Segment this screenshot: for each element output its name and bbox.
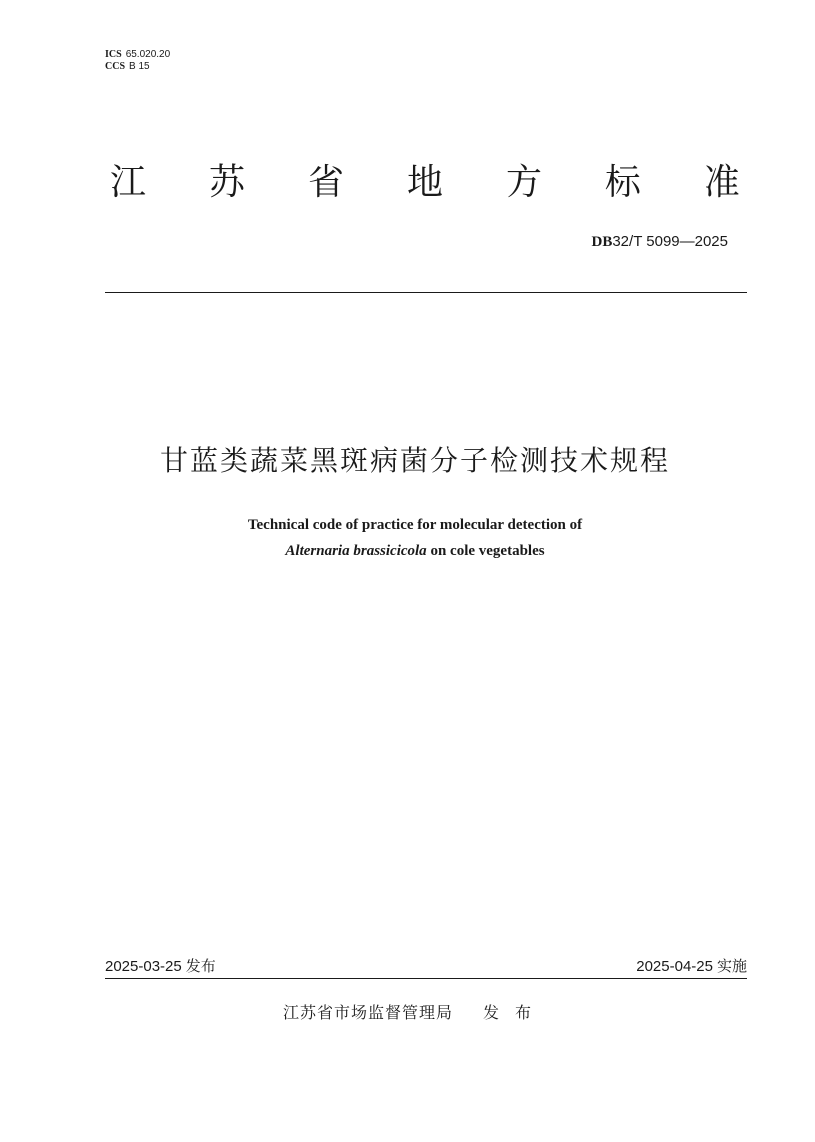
standard-type-char: 省 (307, 162, 344, 203)
header-divider (105, 292, 747, 293)
issue-date (105, 956, 216, 977)
standard-number (592, 232, 729, 251)
classification-codes (105, 49, 170, 73)
standard-number-prefix: DB (591, 234, 613, 250)
standard-type-char: 苏 (208, 162, 245, 203)
standard-type-char: 方 (505, 162, 542, 203)
ics-label: ICS (105, 49, 122, 60)
title-english-line1: Technical code of practice for molecular detection of (247, 517, 583, 533)
ccs-value: B 15 (129, 61, 150, 72)
issuer (283, 1001, 547, 1025)
implementation-date (636, 956, 747, 977)
title-english (105, 512, 725, 564)
standard-type-char: 地 (406, 162, 443, 203)
title-chinese: 甘蓝类蔬菜黑斑病菌分子检测技术规程 (159, 444, 670, 477)
ics-value: 65.020.20 (125, 49, 171, 60)
issuer-action: 发布 (483, 1003, 548, 1022)
issuer-name: 江苏省市场监督管理局 (283, 1003, 454, 1022)
title-english-species: Alternaria brassicicola (285, 543, 427, 559)
ccs-label: CCS (105, 61, 126, 72)
implementation-date-value: 2025-04-25 (636, 958, 713, 975)
ics-code (105, 49, 170, 61)
standard-type-heading (110, 158, 740, 208)
title-english-line2 (105, 538, 725, 564)
footer-divider (105, 978, 747, 979)
standard-number-rest: 32/T 5099—2025 (612, 233, 728, 250)
ccs-code (105, 61, 170, 73)
standard-type-char: 江 (110, 162, 147, 203)
implementation-date-label: 实施 (716, 957, 747, 975)
standard-type-char: 标 (604, 162, 641, 203)
issue-date-label: 发布 (185, 957, 216, 975)
title-english-suffix: on cole vegetables (426, 543, 545, 559)
standard-type-char: 准 (703, 162, 740, 203)
issue-date-value: 2025-03-25 (105, 958, 182, 975)
